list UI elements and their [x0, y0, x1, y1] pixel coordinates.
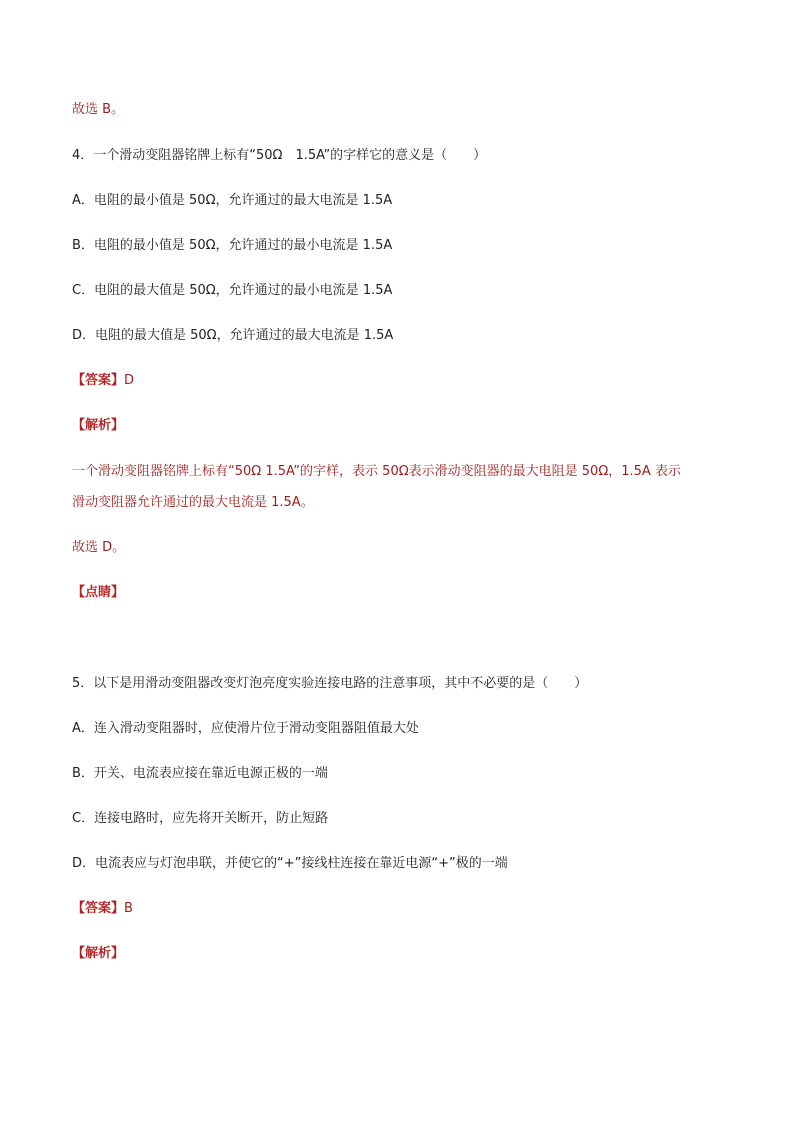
q5-option-c: C．连接电路时，应先将开关断开，防止短路 [72, 811, 329, 826]
q5-question: 5．以下是用滑动变阻器改变灯泡亮度实验连接电路的注意事项，其中不必要的是（ ） [72, 676, 588, 691]
q4-answer [72, 372, 134, 390]
q5-analysis-label: 【解析】 [72, 946, 125, 961]
q5-answer [72, 900, 133, 918]
q4-analysis-label: 【解析】 [72, 418, 125, 433]
q4-option-a: A．电阻的最小值是 50Ω，允许通过的最大电流是 1.5A [72, 193, 393, 208]
q4-option-c: C．电阻的最大值是 50Ω，允许通过的最小电流是 1.5A [72, 283, 393, 298]
q5-option-d: D．电流表应与灯泡串联，并使它的“+”接线柱连接在靠近电源“+”极的一端 [72, 856, 508, 871]
q4-option-d: D．电阻的最大值是 50Ω，允许通过的最大电流是 1.5A [72, 328, 394, 343]
q4-conclusion: 故选 D。 [72, 540, 126, 555]
q4-answer-value: D [124, 373, 135, 388]
q4-answer-label: 【答案】 [72, 373, 125, 388]
q4-analysis-line-1: 一个滑动变阻器铭牌上标有“50Ω 1.5A”的字样，表示 50Ω表示滑动变阻器的最大电阻是 50Ω，1.5A 表示 [72, 464, 681, 479]
q5-option-b: B．开关、电流表应接在靠近电源正极的一端 [72, 766, 328, 781]
q4-tip-label: 【点睛】 [72, 585, 125, 600]
q4-option-b: B．电阻的最小值是 50Ω，允许通过的最小电流是 1.5A [72, 238, 393, 253]
q5-answer-value: B [124, 901, 133, 916]
q5-option-a: A．连入滑动变阻器时，应使滑片位于滑动变阻器阻值最大处 [72, 721, 419, 736]
q4-analysis-line-2: 滑动变阻器允许通过的最大电流是 1.5A。 [72, 495, 314, 510]
q4-question: 4．一个滑动变阻器铭牌上标有“50Ω 1.5A”的字样它的意义是（ ） [72, 148, 487, 163]
q5-answer-label: 【答案】 [72, 901, 125, 916]
q3-conclusion: 故选 B。 [72, 102, 125, 117]
